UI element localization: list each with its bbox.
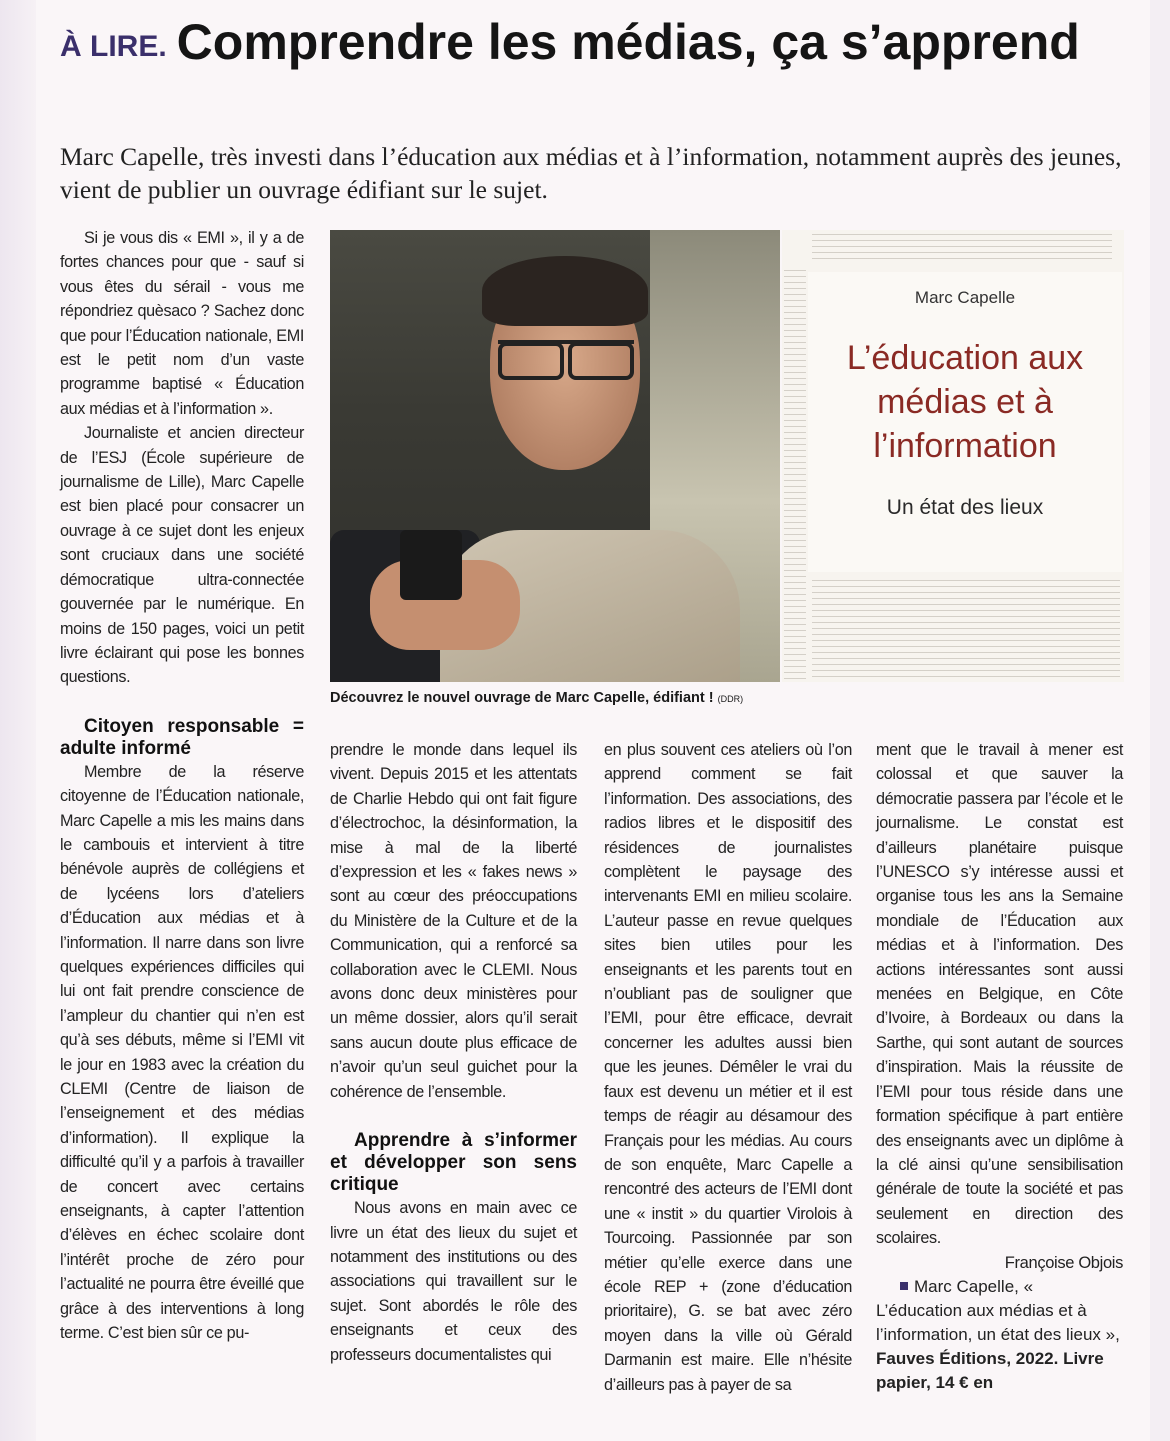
- hair: [482, 256, 648, 326]
- caption-text: Découvrez le nouvel ouvrage de Marc Capelle, édifiant !: [330, 690, 718, 706]
- paragraph: Si je vous dis « EMI », il y a de fortes chances pour que - sauf si vous êtes du sérail - vous me répondriez quèsaco ? Sachez donc que pour l’Éducation nationale, EMI est le petit nom d’un vaste programme baptisé « Éducation aux médias et à l’information ».: [60, 229, 304, 418]
- cover-author: Marc Capelle: [914, 288, 1016, 307]
- background-text-lines: [812, 234, 1112, 264]
- cover-subtitle: Un état des lieux: [886, 496, 1044, 519]
- phone: [400, 530, 462, 600]
- photo-caption: [330, 690, 890, 706]
- glasses: [498, 340, 634, 378]
- article-column-2: [330, 738, 577, 1367]
- kicker: À LIRE.: [60, 30, 167, 63]
- article-column-1: [60, 226, 304, 1345]
- page-edge: [0, 0, 36, 1441]
- paragraph: prendre le monde dans lequel ils vivent. Depuis 2015 et les attentats de Charlie Hebdo qui ont fait figure d’électrochoc, la désinformation, la mise à mal de la liberté d’expression et les « fakes news » sont au cœur des préoccupations du Ministère de la Culture et de la Communication, qui a renforcé sa collaboration avec le CLEMI. Nous avons donc deux ministères pour un même dossier, alors qu’il serait sans aucun doute plus efficace de n’avoir qu’un seul guichet pour la cohérence de l’ensemble.: [330, 741, 577, 1101]
- bullet-square-icon: [900, 1282, 908, 1290]
- paragraph: en plus souvent ces ateliers où l’on apprend comment se fait l’information. Des associations, des radios libres et le dispositif des résidences de journalistes complètent le paysage des intervenants EMI en milieu scolaire. L’auteur passe en revue quelques sites bien utiles pour les enseignants et les parents tout en n’oubliant pas de souligner que l’EMI, pour être efficace, devrait concerner les adultes aussi bien que les jeunes. Démêler le vrai du faux est devenu un métier et il est temps de réagir au désamour des Français pour les médias. Au cours de son enquête, Marc Capelle a rencontré des acteurs de l’EMI dont une « instit » du quartier Virolois à Tourcoing. Passionnée par son métier qu’elle exerce dans une école REP + (zone d’éducation prioritaire), G. se bat avec zéro moyen dans la ville où Gérald Darmanin est maire. Elle n’hésite d’ailleurs pas à payer de sa: [604, 741, 852, 1394]
- background-text-lines: [784, 270, 806, 680]
- headline: [60, 14, 1120, 75]
- book-reference-text: Marc Capelle, « L’éducation aux médias et à l’information, un état des lieux »,: [876, 1276, 1120, 1344]
- headline-text: Comprendre les médias, ça s’apprend: [176, 14, 1080, 70]
- cover-title: L’éducation aux médias et à l’information: [846, 339, 1084, 465]
- background-text-lines: [812, 580, 1120, 680]
- subhead: Apprendre à s’informer et développer son sens critique: [330, 1130, 577, 1196]
- photo-credit: (DDR): [717, 694, 744, 704]
- article-column-4: [876, 738, 1123, 1395]
- author-signature: Françoise Objois: [1004, 1253, 1123, 1272]
- paragraph: Journaliste et ancien directeur de l’ESJ (École supérieure de journalisme de Lille), Marc Capelle est bien placé pour consacrer un ouvrage à ce sujet dont les enjeux sont cruciaux dans une société démocratique ultra-connectée gouvernée par le numérique. En moins de 150 pages, voici un petit livre éclairant qui pose les bonnes questions.: [60, 424, 304, 687]
- standfirst: Marc Capelle, très investi dans l’éducation aux médias et à l’information, notamment auprès des jeunes, vient de publier un ouvrage édifiant sur le sujet.: [60, 142, 1122, 204]
- book-reference: [876, 1275, 1123, 1395]
- paragraph: Nous avons en main avec ce livre un état des lieux du sujet et notamment des institutions ou des associations qui travaillent sur le sujet. Sont abordés le rôle des enseignants et ceux des professeurs documentalistes qui: [330, 1199, 577, 1364]
- paragraph: ment que le travail à mener est colossal et que sauver la démocratie passera par l’école et le journalisme. Le constat est d’ailleurs planétaire puisque l’UNESCO s’y intéresse aussi et organise tous les ans la Semaine mondiale de l’Éducation aux médias et à l’information. Des actions intéressantes sont aussi menées en Belgique, en Côte d’Ivoire, à Bordeaux ou dans la Sarthe, qui sont autant de sources d’inspiration. Mais la réussite de l’EMI pour tous réside dans une formation spécifique à part entière des enseignants avec un diplôme à la clé ainsi qu’une sensibilisation générale de toute la société et pas seulement en direction des scolaires.: [876, 741, 1123, 1248]
- book-reference-publisher: Fauves Éditions, 2022. Livre papier, 14 € en: [876, 1348, 1104, 1392]
- portrait-photo: [330, 230, 780, 682]
- book-cover: [782, 230, 1124, 682]
- subhead: Citoyen responsable = adulte informé: [60, 715, 304, 759]
- article-column-3: [604, 738, 852, 1397]
- paragraph: Membre de la réserve citoyenne de l’Éducation nationale, Marc Capelle a mis les mains dans le cambouis et intervient à titre bénévole auprès de collégiens et de lycéens lors d’ateliers d’Éducation aux médias et à l’information. Il narre dans son livre quelques expériences difficiles qui lui ont fait prendre conscience de l’ampleur du chantier qui n’en est qu’à ses débuts, même si l’EMI vit le jour en 1983 avec la création du CLEMI (Centre de liaison de l’enseignement et des médias d’information). Il explique la difficulté qu’il y a parfois à travailler de concert avec certains enseignants, à capter l’attention d’élèves en échec scolaire dont l’intérêt proche de zéro pour l’actualité ne pourra être éveillé que grâce à des interventions à long terme. C’est bien sûr ce pu-: [60, 762, 304, 1343]
